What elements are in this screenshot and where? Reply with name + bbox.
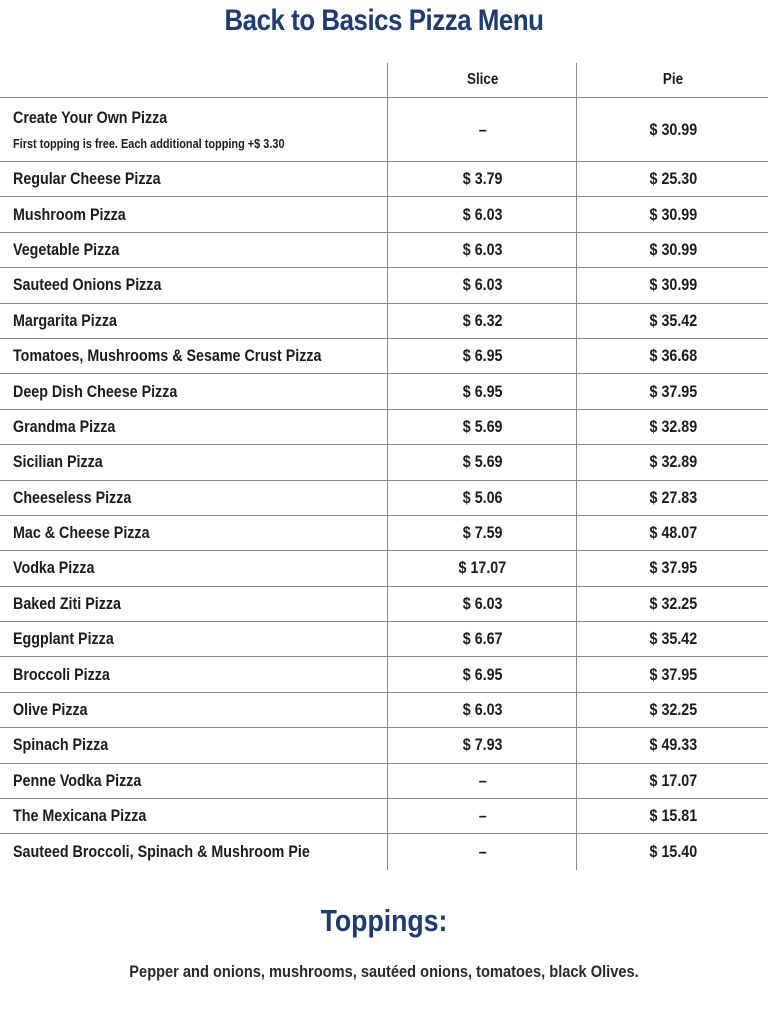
item-name: Broccoli Pizza: [13, 664, 110, 684]
item-slice-cell: [387, 551, 577, 585]
item-pie-price: $ 35.42: [649, 310, 697, 330]
item-pie-cell: [576, 799, 768, 833]
item-name: Mac & Cheese Pizza: [13, 523, 150, 543]
item-name: Penne Vodka Pizza: [13, 770, 142, 790]
table-row: [0, 197, 768, 232]
table-row: [0, 233, 768, 268]
table-row: [0, 162, 768, 197]
item-pie-price: $ 49.33: [649, 735, 697, 755]
item-pie-price: $ 30.99: [649, 204, 697, 224]
item-name: Margarita Pizza: [13, 310, 117, 330]
item-name-cell: [13, 197, 383, 231]
item-slice-price: $ 5.69: [462, 452, 503, 472]
item-pie-cell: [576, 657, 768, 691]
item-name: Grandma Pizza: [13, 416, 116, 436]
menu-title: Back to Basics Pizza Menu: [224, 4, 544, 37]
item-slice-cell: [387, 197, 577, 231]
item-name-cell: [13, 481, 383, 515]
item-name-cell: [13, 799, 383, 833]
item-name-cell: [13, 657, 383, 691]
item-pie-cell: [576, 622, 768, 656]
item-slice-price: $ 6.32: [462, 310, 503, 330]
item-slice-cell: [387, 693, 577, 727]
item-slice-price: $ 6.03: [462, 239, 503, 259]
item-name-cell: [13, 622, 383, 656]
item-slice-cell: [387, 516, 577, 550]
item-pie-price: $ 32.25: [649, 593, 697, 613]
item-slice-cell: [387, 728, 577, 762]
table-row: [0, 834, 768, 869]
item-pie-price: $ 48.07: [649, 523, 697, 543]
table-row: [0, 693, 768, 728]
item-slice-cell: [387, 481, 577, 515]
item-pie-cell: [576, 728, 768, 762]
item-name-cell: [13, 98, 383, 161]
item-name: Cheeseless Pizza: [13, 487, 132, 507]
table-row: [0, 799, 768, 834]
item-pie-cell: [576, 197, 768, 231]
item-slice-price: $ 7.59: [462, 523, 503, 543]
item-slice-cell: [387, 339, 577, 373]
item-slice-cell: [387, 304, 577, 338]
header-pie-cell: [576, 63, 768, 97]
item-name: Spinach Pizza: [13, 735, 109, 755]
item-pie-price: $ 32.25: [649, 700, 697, 720]
price-table: [0, 63, 768, 870]
item-name: Vodka Pizza: [13, 558, 95, 578]
item-slice-cell: [387, 622, 577, 656]
item-name-cell: [13, 728, 383, 762]
table-row: [0, 764, 768, 799]
item-slice-cell: [387, 834, 577, 869]
item-slice-cell: [387, 587, 577, 621]
item-name: Mushroom Pizza: [13, 204, 126, 224]
item-slice-price: $ 6.03: [462, 275, 503, 295]
item-slice-price: $ 5.69: [462, 416, 503, 436]
table-row: [0, 657, 768, 692]
item-name-cell: [13, 233, 383, 267]
table-row-create-your-own: [0, 98, 768, 162]
item-name: The Mexicana Pizza: [13, 806, 147, 826]
item-slice-cell: [387, 410, 577, 444]
item-name: Create Your Own Pizza: [13, 108, 168, 127]
table-row: [0, 481, 768, 516]
table-row: [0, 622, 768, 657]
item-pie-cell: [576, 481, 768, 515]
item-pie-cell: [576, 98, 768, 161]
item-name: Olive Pizza: [13, 700, 88, 720]
toppings-heading: Toppings:: [320, 903, 448, 938]
item-name-cell: [13, 587, 383, 621]
item-slice-price: $ 7.93: [462, 735, 503, 755]
item-slice-price: –: [478, 806, 487, 826]
item-pie-price: $ 36.68: [649, 346, 697, 366]
item-slice-price: $ 17.07: [458, 558, 507, 578]
table-row: [0, 374, 768, 409]
item-name: Sauteed Onions Pizza: [13, 275, 162, 295]
item-pie-price: $ 37.95: [649, 664, 697, 684]
item-note: First topping is free. Each additional topping +$ 3.30: [13, 136, 285, 151]
table-row: [0, 339, 768, 374]
item-slice-cell: [387, 162, 577, 196]
item-slice-price: –: [478, 770, 487, 790]
header-slice-cell: [387, 63, 577, 97]
item-slice-cell: [387, 374, 577, 408]
table-row: [0, 268, 768, 303]
item-pie-cell: [576, 693, 768, 727]
item-slice-cell: [387, 799, 577, 833]
item-pie-cell: [576, 410, 768, 444]
item-name-cell: [13, 764, 383, 798]
item-name-cell: [13, 834, 383, 869]
item-pie-cell: [576, 304, 768, 338]
item-slice-price: $ 6.95: [462, 346, 503, 366]
item-pie-cell: [576, 834, 768, 869]
menu-item-rows: [0, 162, 768, 870]
item-slice-price: $ 6.03: [462, 700, 503, 720]
item-name-cell: [13, 445, 383, 479]
item-name-cell: [13, 268, 383, 302]
item-name-cell: [13, 304, 383, 338]
item-name-cell: [13, 339, 383, 373]
table-row: [0, 587, 768, 622]
column-header-pie: Pie: [662, 71, 684, 88]
table-row: [0, 551, 768, 586]
header-name-cell: [13, 63, 383, 97]
item-slice-price: $ 6.95: [462, 381, 503, 401]
item-pie-cell: [576, 374, 768, 408]
item-slice-cell: [387, 764, 577, 798]
item-pie-cell: [576, 268, 768, 302]
item-pie-price: $ 32.89: [649, 416, 697, 436]
item-slice-cell: [387, 98, 577, 161]
toppings-list: Pepper and onions, mushrooms, sautéed onions, tomatoes, black Olives.: [129, 962, 639, 981]
item-name-cell: [13, 516, 383, 550]
item-name-cell: [13, 374, 383, 408]
item-pie-cell: [576, 551, 768, 585]
item-name: Deep Dish Cheese Pizza: [13, 381, 178, 401]
item-name: Eggplant Pizza: [13, 629, 114, 649]
item-pie-price: $ 30.99: [649, 239, 697, 259]
item-slice-price: $ 6.03: [462, 204, 503, 224]
item-pie-cell: [576, 764, 768, 798]
table-row: [0, 410, 768, 445]
item-name: Sicilian Pizza: [13, 452, 103, 472]
item-pie-cell: [576, 516, 768, 550]
item-pie-price: $ 15.40: [649, 842, 697, 862]
item-name-cell: [13, 551, 383, 585]
item-name: Sauteed Broccoli, Spinach & Mushroom Pie: [13, 842, 310, 862]
item-slice-price: –: [478, 119, 487, 139]
item-name-cell: [13, 162, 383, 196]
table-header-row: [0, 63, 768, 98]
column-header-slice: Slice: [466, 71, 499, 88]
item-pie-price: $ 27.83: [649, 487, 697, 507]
table-row: [0, 728, 768, 763]
item-pie-cell: [576, 587, 768, 621]
item-name-cell: [13, 410, 383, 444]
item-pie-price: $ 32.89: [649, 452, 697, 472]
item-slice-price: $ 6.67: [462, 629, 503, 649]
item-pie-price: $ 30.99: [649, 275, 697, 295]
item-slice-price: $ 6.03: [462, 593, 503, 613]
item-name: Regular Cheese Pizza: [13, 169, 161, 189]
item-slice-cell: [387, 268, 577, 302]
item-pie-cell: [576, 162, 768, 196]
item-slice-price: $ 6.95: [462, 664, 503, 684]
item-pie-price: $ 35.42: [649, 629, 697, 649]
item-slice-cell: [387, 445, 577, 479]
item-pie-price: $ 25.30: [649, 169, 697, 189]
item-slice-price: $ 3.79: [462, 169, 503, 189]
item-name-cell: [13, 693, 383, 727]
item-pie-cell: [576, 233, 768, 267]
item-pie-price: $ 17.07: [649, 770, 697, 790]
item-slice-price: –: [478, 842, 487, 862]
table-row: [0, 304, 768, 339]
item-name: Baked Ziti Pizza: [13, 593, 121, 613]
item-slice-cell: [387, 233, 577, 267]
table-row: [0, 445, 768, 480]
item-slice-price: $ 5.06: [462, 487, 503, 507]
item-pie-cell: [576, 339, 768, 373]
item-slice-cell: [387, 657, 577, 691]
item-pie-price: $ 37.95: [649, 381, 697, 401]
item-pie-price: $ 30.99: [649, 119, 697, 139]
item-pie-price: $ 15.81: [649, 806, 697, 826]
item-pie-cell: [576, 445, 768, 479]
item-name: Vegetable Pizza: [13, 239, 120, 259]
item-name: Tomatoes, Mushrooms & Sesame Crust Pizza: [13, 346, 322, 366]
item-pie-price: $ 37.95: [649, 558, 697, 578]
table-row: [0, 516, 768, 551]
